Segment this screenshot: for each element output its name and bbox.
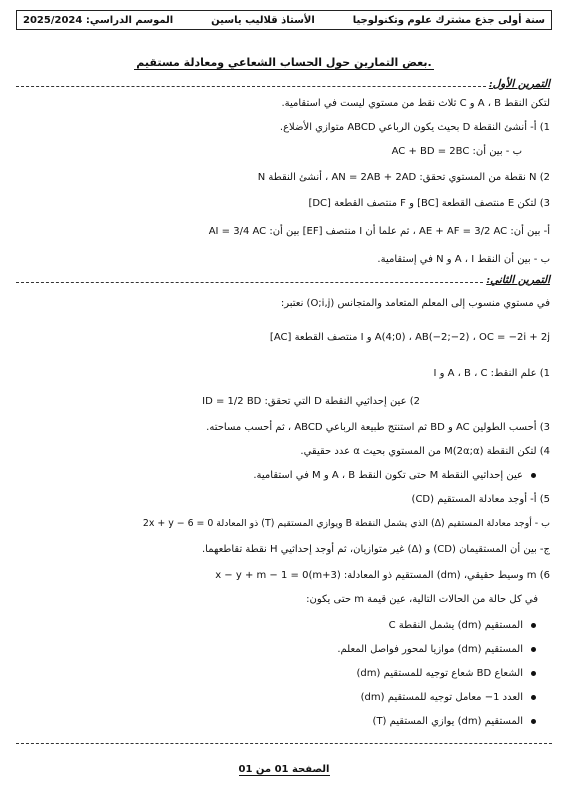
- exercise-1-heading: التمرين الأول:: [16, 76, 550, 90]
- page-number: الصفحة 01 من 01: [238, 764, 330, 775]
- bottom-divider: [16, 743, 552, 744]
- ex2-line-4: 2) عين إحداثيي النقطة D التي تحقق: ID = 1/2 BD: [202, 396, 420, 407]
- ex2-line-7: عين إحداثيي النقطة M حتى تكون النقط A ، B و M في استقامية.: [16, 468, 550, 483]
- ex1-line-1: لتكن النقط A ، B و C ثلاث نقط من مستوي ليست في استقامية.: [281, 98, 550, 109]
- header-box: [16, 10, 552, 30]
- ex2-line-5: 3) أحسب الطولين AC و BD ثم استنتج طبيعة الرباعي ABCD ، ثم أحسب مساحته.: [206, 422, 550, 433]
- bullet-icon: [531, 647, 536, 652]
- ex2-bullet-4: العدد 1− معامل توجيه للمستقيم (dm): [16, 690, 550, 705]
- ex2-line-10: ج- بين أن المستقيمان (CD) و (Δ) غير متوازيان، ثم أوجد إحداثيي H نقطة تقاطعهما.: [201, 544, 550, 555]
- exercise-2-heading: التمرين الثاني:: [16, 272, 550, 286]
- ex1-line-6: أ- بين أن: AE + AF = 3/2 AC ، ثم علما أن I منتصف [EF] بين أن: AI = 3/4 AC: [208, 226, 550, 237]
- ex2-line-8: 5) أ- أوجد معادلة المستقيم (CD): [411, 494, 550, 505]
- ex2-line-1: في مستوي منسوب إلى المعلم المتعامد والمتجانس (O;i,j) نعتبر:: [280, 298, 550, 309]
- ex2-line-2: A(4;0) ، AB(−2;−2) ، OC = −2i + 2j و I منتصف القطعة [AC]: [269, 332, 550, 343]
- ex1-line-4: 2) N نقطة من المستوي تحقق: AN = 2AB + 2AD ، أنشئ النقطة N: [257, 172, 550, 183]
- ex2-line-6: 4) لتكن النقطة M(2α;α) من المستوي بحيث α عدد حقيقي.: [300, 446, 550, 457]
- ex2-bullet-3: الشعاع BD شعاع توجيه للمستقيم (dm): [16, 666, 550, 681]
- ex2-line-9: ب - أوجد معادلة المستقيم (Δ) الذي يشمل النقطة B ويوازي المستقيم (T) ذو المعادلة 2x + y − 6 = 0: [142, 518, 550, 529]
- ex2-line-12: في كل حالة من الحالات التالية، عين قيمة m حتى يكون:: [306, 594, 538, 605]
- ex2-bullet-2: المستقيم (dm) موازيا لمحور فواصل المعلم.: [16, 642, 550, 657]
- ex2-bullet-1: المستقيم (dm) يشمل النقطة C: [16, 618, 550, 633]
- ex2-bullet-5: المستقيم (dm) يوازي المستقيم (T): [16, 714, 550, 729]
- header-year: الموسم الدراسي: 2025/2024: [23, 14, 174, 26]
- bullet-icon: [531, 473, 536, 478]
- bullet-icon: [531, 695, 536, 700]
- ex2-line-11: 6) m وسيط حقيقي، (dm) المستقيم ذو المعادلة: (m+3)x − y + m − 1 = 0: [215, 570, 550, 581]
- ex1-line-2: 1) أ- أنشئ النقطة D بحيث يكون الرباعي ABCD متوازي الأضلاع.: [279, 122, 550, 133]
- header-teacher: الأستاذ قلاليب ياسين: [211, 14, 315, 26]
- ex1-line-5: 3) لتكن E منتصف القطعة [BC] و F منتصف القطعة [DC]: [308, 198, 550, 209]
- page-title: بعض التمارين حول الحساب الشعاعي ومعادلة مستقيم.: [136, 56, 432, 69]
- ex1-line-3: ب - بين أن: AC + BD = 2BC: [391, 146, 522, 157]
- bullet-icon: [531, 719, 536, 724]
- ex1-line-7: ب - بين أن النقط A ، I و N في إستقامية.: [377, 254, 550, 265]
- header-class: سنة أولى جذع مشترك علوم وتكنولوجيا: [352, 14, 545, 26]
- bullet-icon: [531, 623, 536, 628]
- ex2-line-3: 1) علم النقط: A ، B ، C و I: [433, 368, 550, 379]
- bullet-icon: [531, 671, 536, 676]
